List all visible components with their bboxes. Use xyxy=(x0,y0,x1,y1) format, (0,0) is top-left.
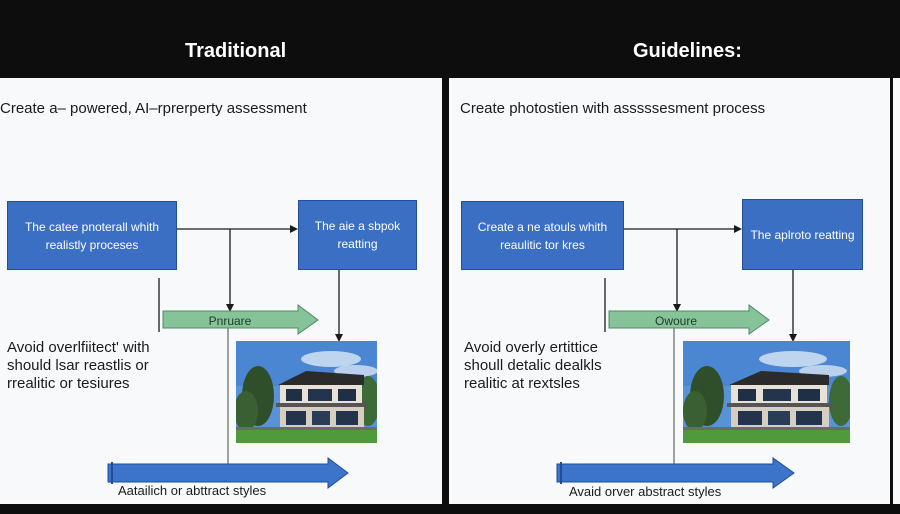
process-box-rendering xyxy=(298,200,417,270)
house-photo xyxy=(683,341,850,443)
process-box-rendering-label: The aie a sbpok reatting xyxy=(314,219,401,251)
bottom-arrow-label: Aatailich or abttract styles xyxy=(118,483,267,498)
process-box-start-label: The catee pnoterall whith realistly proceses xyxy=(24,219,160,252)
green-arrow-label: Owoure xyxy=(654,314,698,328)
process-box-start xyxy=(7,201,177,270)
process-box-start-label: Create a ne atouls whith reaulitic tor kres xyxy=(477,219,608,252)
header-guidelines: Guidelines: xyxy=(633,40,742,62)
panel-traditional xyxy=(0,78,442,504)
panel-guidelines xyxy=(449,78,890,504)
header-traditional: Traditional xyxy=(185,40,287,62)
process-box-start xyxy=(461,201,624,270)
panel-title: Create photostien with asssssesment process xyxy=(460,100,766,117)
process-box-rendering xyxy=(742,199,863,270)
process-box-rendering-label: The aplroto reatting xyxy=(750,227,855,242)
avoid-guideline-text: Avoid overly ertittice shoull detalic dealkls realitic at rextsles xyxy=(464,339,602,392)
bottom-arrow-label: Avaid orver abstract styles xyxy=(569,484,722,499)
panel-title: Create a– powered, AI–rprerperty assessment xyxy=(0,100,307,117)
panel-edge xyxy=(893,78,900,504)
avoid-guideline-text: Avoid overlfiitect' with should lsar reastlis or rrealitic or tesiures xyxy=(7,339,150,392)
house-photo xyxy=(236,341,377,443)
green-arrow-label: Pnruare xyxy=(208,314,252,328)
